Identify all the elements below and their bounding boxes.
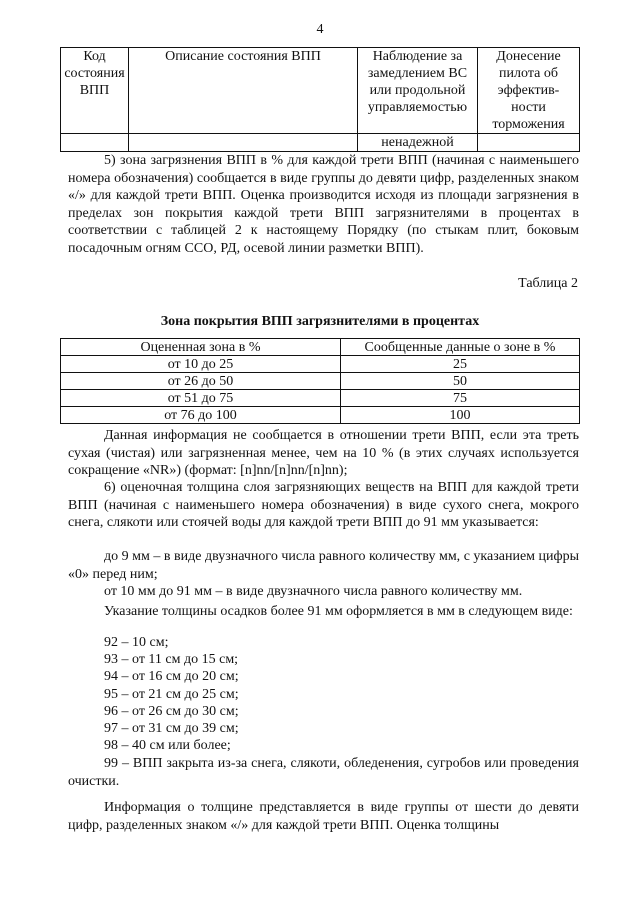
paragraph-10-to-91mm: от 10 мм до 91 мм – в виде двузначного числа равного количеству мм. (104, 584, 523, 599)
header-estimated-zone: Оцененная зона в % (61, 339, 341, 356)
table-cell (61, 134, 129, 152)
paragraph-upto-9mm: до 9 мм – в виде двузначного числа равного количеству мм, с указанием цифры «0» перед ним; (68, 549, 579, 582)
paragraph-5: 5) зона загрязнения ВПП в % для каждой трети ВПП (начиная с наименьшего номера обозначения) сообщается в виде группы до девяти цифр, разделенных знаком «/» для каждой трети ВПП. Оценка производится исходя из площади загрязнения в пределах зон покрытия каждой трети ВПП загрязнителями в процентах в соответствии с таблицей 2 к настоящему Порядку (по стыкам плит, боковым посадочным огням ССО, РД, осевой линии разметки ВПП). (68, 153, 579, 256)
table-row (61, 390, 580, 407)
code-95: 95 – от 21 см до 25 см; (104, 687, 239, 702)
table-row (61, 407, 580, 424)
table-row (61, 373, 580, 390)
table-header-row (61, 48, 580, 134)
paragraph-6: 6) оценочная толщина слоя загрязняющих веществ на ВПП для каждой трети ВПП (начиная с наименьшего номера обозначения) в виде сухого снега, мокрого снега, слякоти или стоячей воды для каждой трети ВПП до 91 мм указывается: (68, 480, 579, 530)
table2-label: Таблица 2 (518, 276, 578, 291)
table-row (61, 356, 580, 373)
table2-title: Зона покрытия ВПП загрязнителями в процентах (160, 314, 480, 329)
code-96: 96 – от 26 см до 30 см; (104, 704, 239, 719)
table-cell: от 26 до 50 (61, 373, 341, 390)
table-row (61, 134, 580, 152)
table-cell: 100 (341, 407, 580, 424)
table-cell (129, 134, 358, 152)
code-94: 94 – от 16 см до 20 см; (104, 669, 239, 684)
table-cell: 75 (341, 390, 580, 407)
table-cell: 50 (341, 373, 580, 390)
paragraph-nr: Данная информация не сообщается в отношении трети ВПП, если эта треть сухая (чистая) или загрязненная менее, чем на 10 % (в этих случаях используется сокращение «NR») (формат: [n]nn/[n]nn/[n]nn); (68, 428, 579, 478)
table-cell: от 51 до 75 (61, 390, 341, 407)
header-reported-zone: Сообщенные данные о зоне в % (341, 339, 580, 356)
code-93: 93 – от 11 см до 15 см; (104, 652, 239, 667)
table-cell (478, 134, 580, 152)
table-cell: ненадежной (358, 134, 478, 152)
paragraph-thickness-info: Информация о толщине представляется в виде группы от шести до девяти цифр, разделенных знаком «/» для каждой трети ВПП. Оценка толщины (68, 800, 579, 833)
runway-condition-table (60, 47, 580, 152)
code-98: 98 – 40 см или более; (104, 738, 231, 753)
paragraph-over-91mm: Указание толщины осадков более 91 мм оформляется в мм в следующем виде: (104, 604, 573, 619)
table-cell: 25 (341, 356, 580, 373)
coverage-table (60, 338, 580, 424)
header-runway-code: Код состояния ВПП (61, 48, 129, 134)
header-description: Описание состояния ВПП (129, 48, 358, 134)
table-cell: от 76 до 100 (61, 407, 341, 424)
table-cell: от 10 до 25 (61, 356, 341, 373)
header-observation: Наблюдение за замедлением ВС или продольной управляемостью (358, 48, 478, 134)
code-92: 92 – 10 см; (104, 635, 169, 650)
paragraph-99: 99 – ВПП закрыта из-за снега, слякоти, обледенения, сугробов или проведения очистки. (68, 756, 579, 789)
table-header-row (61, 339, 580, 356)
header-pilot-report: Донесение пилота об эффектив- ности торможения (478, 48, 580, 134)
code-97: 97 – от 31 см до 39 см; (104, 721, 239, 736)
page-number: 4 (316, 22, 324, 37)
